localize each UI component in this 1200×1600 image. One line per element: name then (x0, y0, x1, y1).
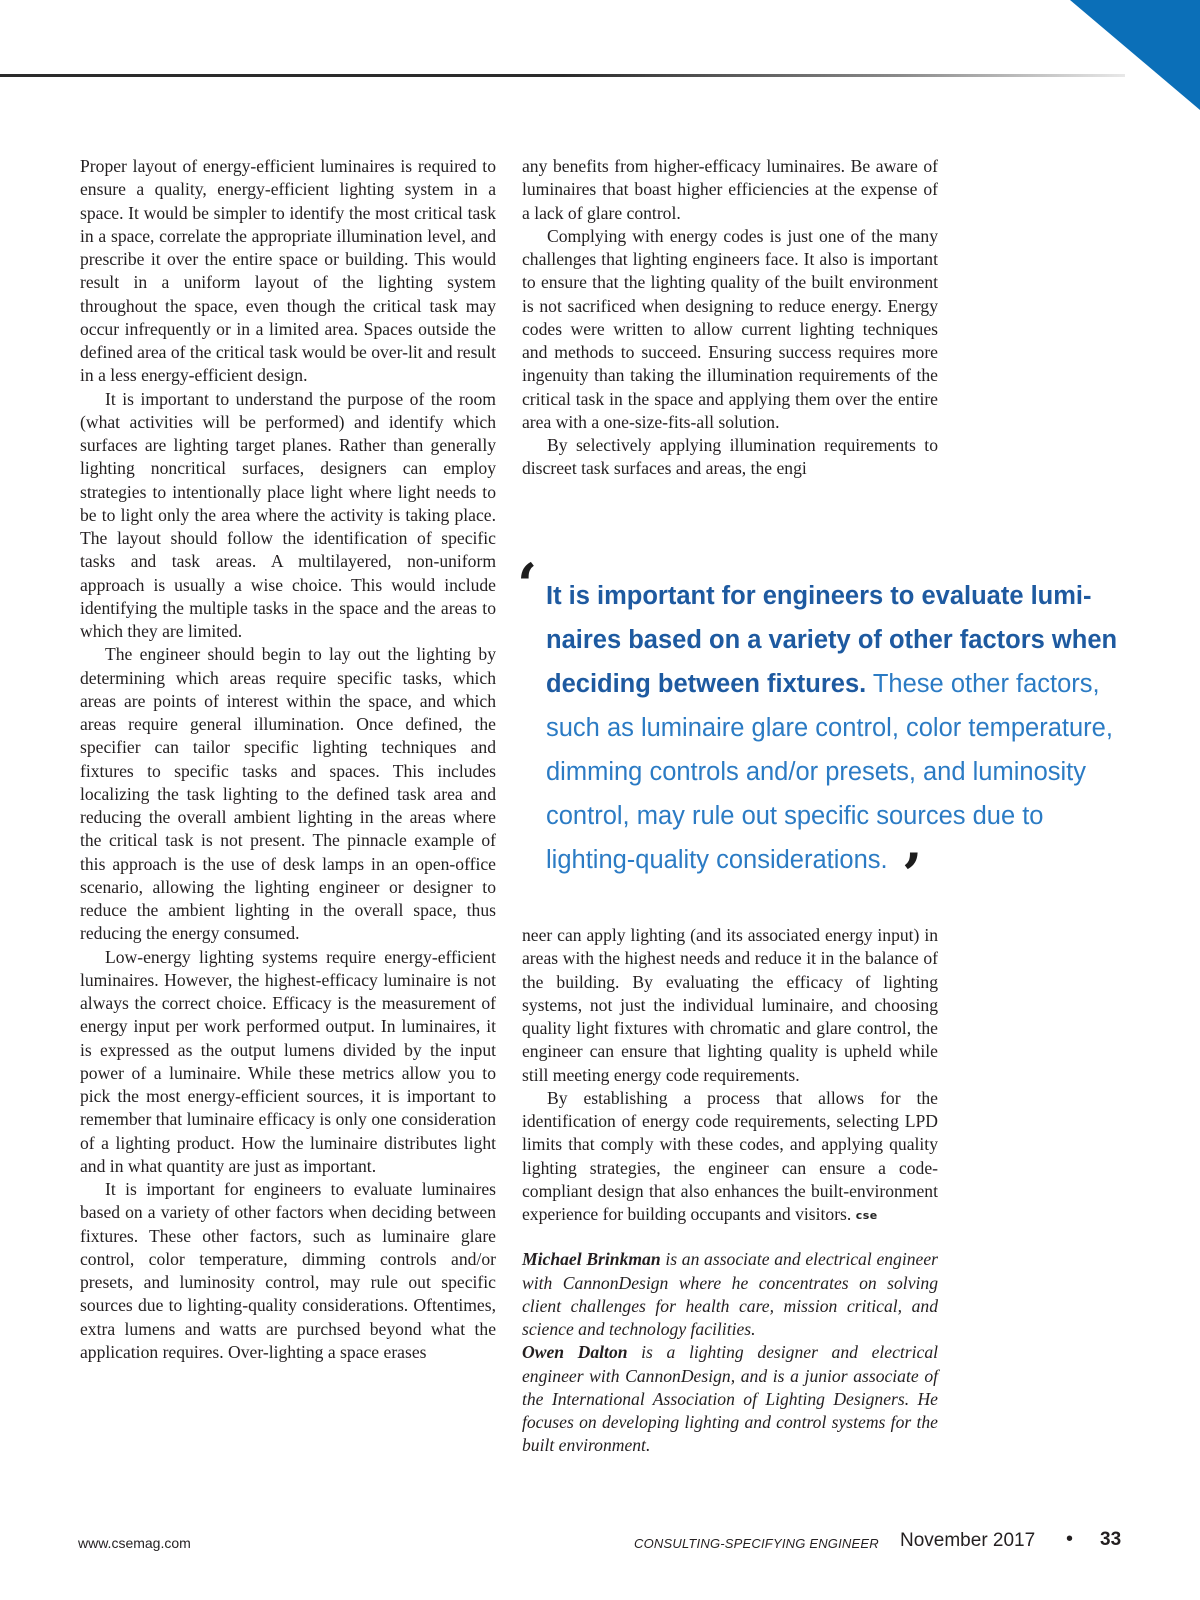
footer-bullet: • (1066, 1528, 1074, 1550)
pullquote-text: These other factors, such as luminaire glare control, color temperature, dimming controls and/or presets, and luminosity control, may rule out specific sources due to lighting-quality considerations. (546, 670, 1113, 874)
pullquote-lead: It is important for engineers to evaluate luminaires based on a variety of other factors when deciding between fixtures. (546, 582, 1118, 698)
paragraph: Proper layout of energy-efficient luminaires is required to ensure a quality, energy-efficient lighting system in a space. It would be simpler to identify the most critical task in a space, correlate the appropriate illumination level, and prescribe it over the entire space or building. This would result in a uniform layout of the lighting system throughout the space, even though the critical task may occur infrequently or in a limited area. Spaces outside the defined area of the critical task would be over-lit and result in a less energy-efficient design. (80, 156, 496, 386)
footer-date: November 2017 (900, 1530, 1036, 1551)
paragraph (522, 1087, 938, 1228)
author-name: Owen Dalton (522, 1342, 628, 1363)
paragraph: It is important to understand the purpose of the room (what activities will be performed) and identify which surfaces are lighting target planes. Rather than generally lighting noncritical surfaces, designers can employ strategies to intentionally place light where light needs to be to light only the area where the activity is taking place. The layout should follow the identification of specific tasks and task areas. A multilayered, non-uniform approach is usually a wise choice. This would include identifying the multiple tasks in the space and the areas to which they are limited. (80, 388, 496, 641)
pullquote-close-mark: ’ (902, 841, 923, 909)
paragraph: Complying with energy codes is just one of the many challenges that lighting engineers face. It also is important to ensure that the lighting quality of the built environment is not sacrificed when designing to reduce energy. Energy codes were written to allow current lighting techniques and methods to succeed. Ensuring success requires more ingenuity than taking the illumination requirements of the critical task in the space and applying them over the entire area with a one-size-fits-all solution. (522, 225, 938, 432)
pullquote-open-mark: ‘ (517, 551, 538, 619)
paragraph: The engineer should begin to lay out the lighting by determining which areas require specific tasks, which areas are points of interest within the space, and which areas require general illumination. Once defined, the specifier can tailor specific lighting techniques and fixtures to specific tasks and spaces. This includes localizing the task lighting to the defined task area and reducing the overall ambient lighting in the areas where the critical task is not present. The pinnacle example of this approach is the use of desk lamps in an open-office scenario, allowing the lighting engineer or designer to reduce the ambient lighting in the overall space, thus reducing the energy consumed. (80, 644, 496, 944)
paragraph: Low-energy lighting systems require energy-efficient luminaires. However, the highest-efficacy luminaire is not always the correct choice. Efficacy is the measurement of energy input per work performed output. In luminaires, it is expressed as the output lumens divided by the input power of a luminaire. While these metrics allow you to pick the most energy-efficient sources, it is important to remember that luminaire efficacy is only one consideration of a lighting product. How the luminaire distributes light and in what quantity are just as important. (80, 946, 496, 1176)
paragraph: By selectively applying illumination requirements to discreet task surfaces and areas, the engi (522, 435, 938, 479)
author-bio-text: is an associate and electrical engineer with CannonDesign where he concentrates on solving client challenges for health care, mission critical, and science and technology facilities. (522, 1249, 938, 1339)
article-column-right-bottom (522, 924, 938, 1458)
author-bio (522, 1341, 938, 1457)
pullquote (546, 574, 1126, 882)
paragraph-text: By establishing a process that allows for the identification of energy code requirements, selecting LPD limits that comply with these codes, and applying quality lighting strategies, the engineer can ensure a code-compliant design that also enhances the built-environment experience for building occupants and visitors. (522, 1087, 938, 1224)
article-column-right-top (522, 155, 938, 481)
paragraph: It is important for engineers to evaluate luminaires based on a variety of other factors when deciding between fixtures. These other factors, such as luminaire glare control, color temperature, dimming controls and/or presets, and luminosity control, may rule out specific sources due to lighting-quality considerations. Oftentimes, extra lumens and watts are purchsed beyond what the application requires. Over-lighting a space erases (80, 1179, 496, 1362)
end-mark-logo: cse (855, 1209, 878, 1222)
author-bio-text: is a lighting designer and electrical engineer with CannonDesign, and is a junior associate of the International Association of Lighting Designers. He focuses on developing lighting and control systems for the built environment. (522, 1342, 938, 1456)
paragraph: any benefits from higher-efficacy luminaires. Be aware of luminaires that boast higher efficiencies at the expense of a lack of glare control. (522, 156, 938, 223)
article-column-left (80, 155, 496, 1364)
page-number: 33 (1100, 1529, 1122, 1550)
footer-magazine-title: CONSULTING-SPECIFYING ENGINEER (634, 1536, 879, 1551)
corner-accent (1070, 0, 1200, 110)
footer-url-link[interactable]: www.csemag.com (78, 1535, 191, 1551)
author-name: Michael Brinkman (522, 1249, 661, 1270)
paragraph: neer can apply lighting (and its associated energy input) in areas with the highest needs and reduce it in the balance of the building. By evaluating the efficacy of lighting systems, not just the individual luminaire, and choosing quality light fixtures with chromatic and glare control, the engineer can ensure that lighting quality is upheld while still meeting energy code requirements. (522, 925, 938, 1085)
header-rule (0, 74, 1125, 77)
author-bio (522, 1248, 938, 1341)
